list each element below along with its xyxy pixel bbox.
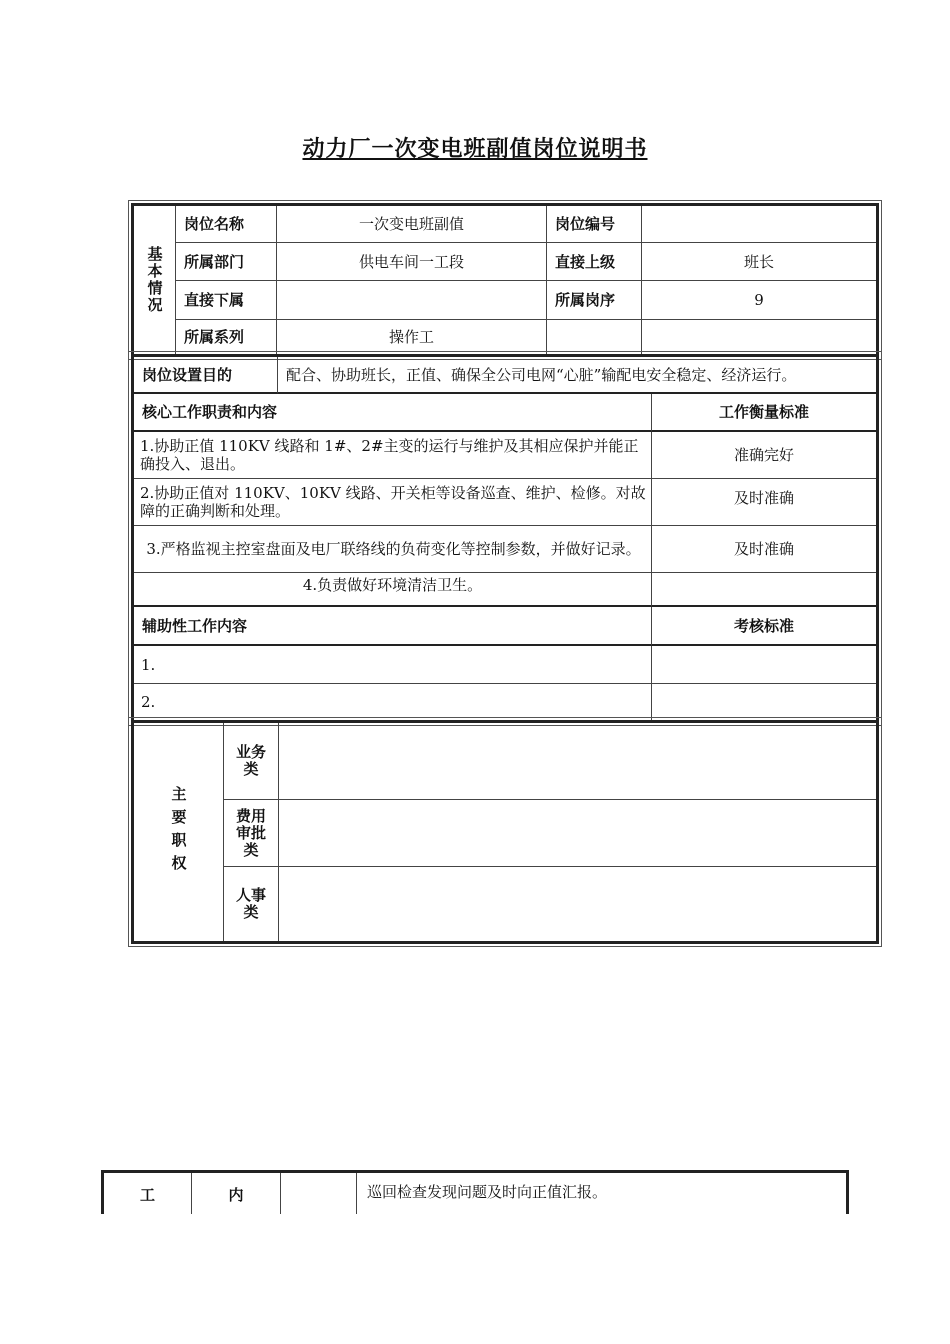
- basic-section-label: 基本情况: [134, 206, 176, 354]
- authority-table: [131, 720, 879, 944]
- core-standard-value: [652, 573, 876, 607]
- core-standard-value: 及时准确: [652, 479, 876, 526]
- next-page-col1: 工: [104, 1173, 192, 1214]
- duties-table: [131, 354, 879, 723]
- label-department: 所属部门: [176, 243, 277, 281]
- authority-expense-label: 费用审批类: [224, 800, 279, 867]
- core-duty-item: 2.协助正值对 110KV、10KV 线路、开关柜等设备巡查、维护、检修。对故障的正确判断和处理。: [134, 479, 652, 526]
- page-title: 动力厂一次变电班副值岗位说明书: [302, 137, 648, 162]
- next-page-table: [101, 1170, 849, 1214]
- value-position-code: [642, 206, 876, 243]
- aux-duties-header: 辅助性工作内容: [134, 607, 652, 646]
- aux-standard-header: 考核标准: [652, 607, 876, 646]
- core-duties-header: 核心工作职责和内容: [134, 394, 652, 432]
- aux-standard-value: [652, 646, 876, 684]
- next-page-col2: 内: [192, 1173, 281, 1214]
- authority-hr-content: [279, 867, 876, 941]
- label-series: 所属系列: [176, 320, 277, 354]
- label-subordinates: 直接下属: [176, 281, 277, 320]
- label-position-code: 岗位编号: [547, 206, 642, 243]
- value-department: 供电车间一工段: [277, 243, 547, 281]
- label-direct-superior: 直接上级: [547, 243, 642, 281]
- authority-business-content: [279, 723, 876, 800]
- authority-hr-label: 人事类: [224, 867, 279, 941]
- purpose-text: 配合、协助班长，正值、确保全公司电网“心脏”输配电安全稳定、经济运行。: [278, 357, 876, 394]
- core-standard-header: 工作衡量标准: [652, 394, 876, 432]
- next-page-text: 巡回检查发现问题及时向正值汇报。: [357, 1173, 849, 1214]
- value-position-name: 一次变电班副值: [277, 206, 547, 243]
- empty-cell: [642, 320, 876, 354]
- label-position-sequence: 所属岗序: [547, 281, 642, 320]
- basic-info-table: [131, 203, 879, 357]
- core-standard-value: 及时准确: [652, 526, 876, 573]
- purpose-label: 岗位设置目的: [134, 357, 278, 394]
- authority-expense-content: [279, 800, 876, 867]
- core-duty-item: 3.严格监视主控室盘面及电厂联络线的负荷变化等控制参数，并做好记录。: [134, 526, 652, 573]
- core-standard-value: 准确完好: [652, 432, 876, 479]
- value-series: 操作工: [277, 320, 547, 354]
- core-duty-item: 1.协助正值 110KV 线路和 1#、2#主变的运行与维护及其相应保护并能正确投入、退出。: [134, 432, 652, 479]
- aux-duty-item: 2.: [134, 684, 652, 720]
- authority-label: 主要职权: [134, 723, 224, 941]
- value-position-sequence: 9: [642, 281, 876, 320]
- authority-business-label: 业务类: [224, 723, 279, 800]
- value-direct-superior: 班长: [642, 243, 876, 281]
- core-duty-item: 4.负责做好环境清洁卫生。: [134, 573, 652, 607]
- next-page-col3: [281, 1173, 357, 1214]
- value-subordinates: [277, 281, 547, 320]
- empty-cell: [547, 320, 642, 354]
- label-position-name: 岗位名称: [176, 206, 277, 243]
- aux-duty-item: 1.: [134, 646, 652, 684]
- aux-standard-value: [652, 684, 876, 720]
